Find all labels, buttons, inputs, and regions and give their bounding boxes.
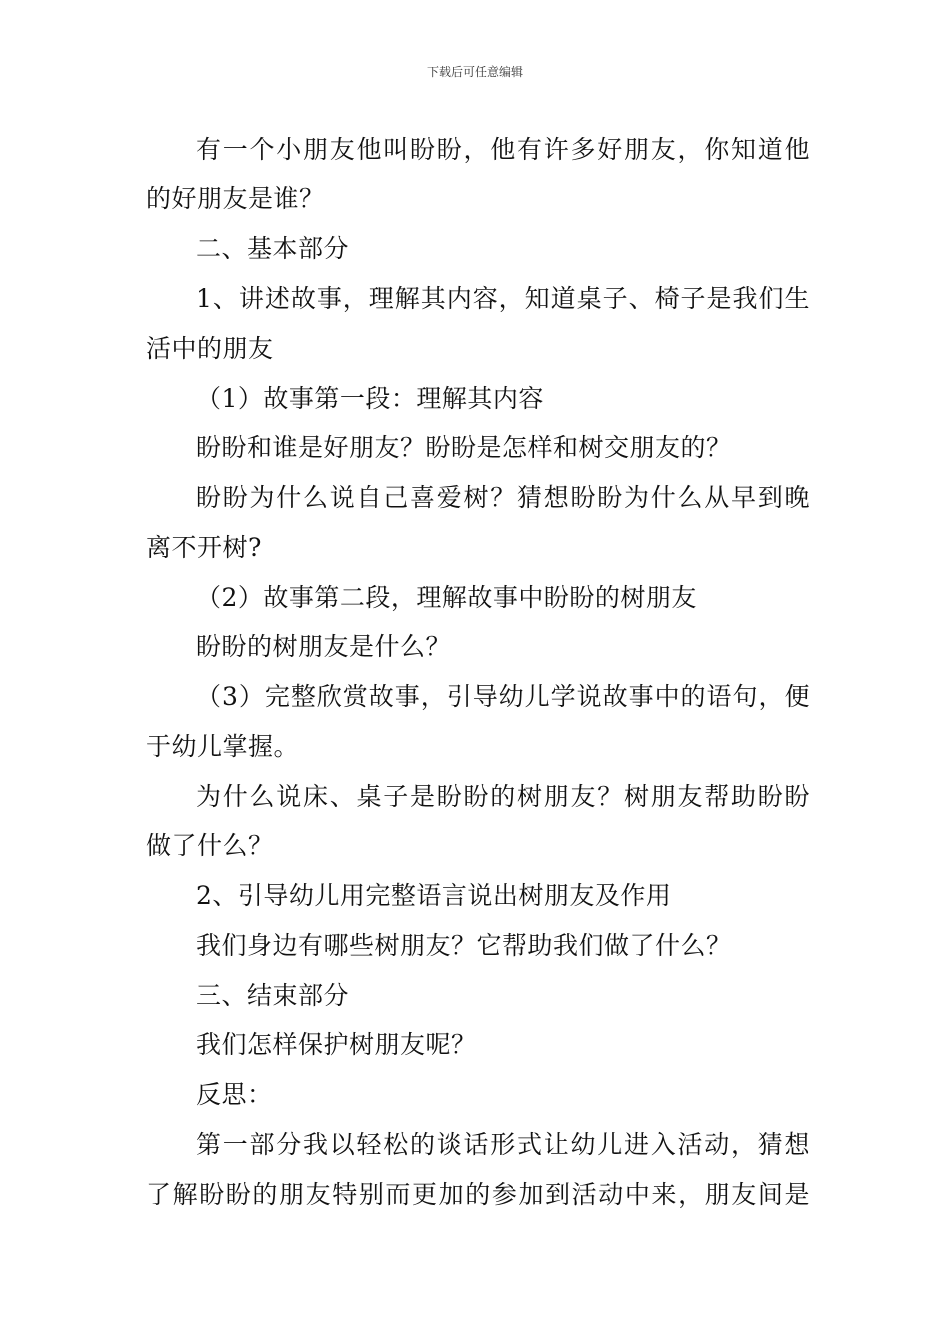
paragraph-line-4: 1、讲述故事，理解其内容，知道桌子、椅子是我们生 <box>196 284 810 313</box>
paragraph-line-9: 离不开树? <box>146 533 262 562</box>
paragraph-line-21: 第一部分我以轻松的谈话形式让幼儿进入活动，猜想 <box>196 1130 810 1159</box>
paragraph-line-5: 活中的朋友 <box>146 334 274 363</box>
section-heading-reflection: 反思： <box>196 1080 273 1109</box>
paragraph-line-8: 盼盼为什么说自己喜爱树？猜想盼盼为什么从早到晚 <box>196 483 810 512</box>
paragraph-line-7: 盼盼和谁是好朋友？盼盼是怎样和树交朋友的？ <box>196 433 732 462</box>
paragraph-line-19: 我们怎样保护树朋友呢？ <box>196 1030 477 1059</box>
paragraph-line-16: 2、引导幼儿用完整语言说出树朋友及作用 <box>196 881 672 910</box>
section-heading-closing-part: 三、结束部分 <box>196 981 350 1010</box>
subsection-heading-1: （1）故事第一段：理解其内容 <box>196 384 544 413</box>
paragraph-line-1: 有一个小朋友他叫盼盼，他有许多好朋友，你知道他 <box>196 135 810 164</box>
paragraph-line-22: 了解盼盼的朋友特别而更加的参加到活动中来，朋友间是 <box>146 1180 810 1209</box>
paragraph-line-15: 做了什么？ <box>146 831 274 860</box>
paragraph-line-17: 我们身边有哪些树朋友？它帮助我们做了什么？ <box>196 931 732 960</box>
paragraph-line-2: 的好朋友是谁？ <box>146 184 325 213</box>
subsection-heading-3: （3）完整欣赏故事，引导幼儿学说故事中的语句，便 <box>196 682 810 711</box>
paragraph-line-11: 盼盼的树朋友是什么？ <box>196 632 452 661</box>
paragraph-line-13: 于幼儿掌握。 <box>146 732 300 761</box>
subsection-heading-2: （2）故事第二段，理解故事中盼盼的树朋友 <box>196 583 697 612</box>
page-header-note: 下载后可任意编辑 <box>426 65 523 79</box>
section-heading-basic-part: 二、基本部分 <box>196 234 350 263</box>
paragraph-line-14: 为什么说床、桌子是盼盼的树朋友？树朋友帮助盼盼 <box>196 782 810 811</box>
